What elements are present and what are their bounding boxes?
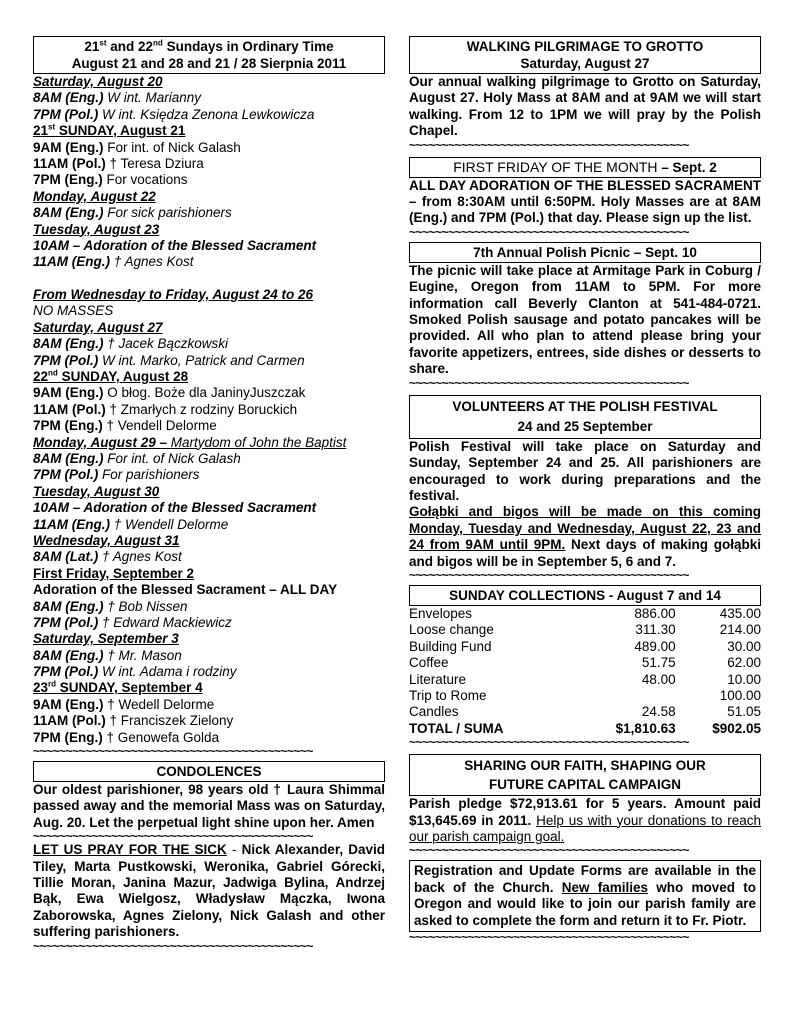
schedule-mass: [33, 615, 385, 631]
schedule-sunday-mass: [33, 730, 385, 746]
condolences-title: CONDOLENCES: [33, 761, 385, 782]
mass-time: 8AM (Eng.): [33, 90, 104, 106]
schedule-day-heading: First Friday, September 2: [33, 565, 195, 581]
schedule-adoration: Adoration of the Blessed Sacrament – ALL DAY: [33, 582, 338, 598]
collection-label: Loose change: [409, 622, 494, 638]
collection-amount: 10.00: [727, 671, 761, 687]
schedule-mass: [33, 205, 385, 221]
collection-amount: 48.00: [641, 671, 676, 687]
schedule-day-heading: Monday, August 22: [33, 188, 156, 204]
schedule-day-heading: Saturday, August 20: [33, 74, 163, 89]
collection-amount: 435.00: [719, 605, 761, 621]
schedule-mass: [33, 549, 385, 565]
volunteers-text: Polish Festival will take place on Saturday and Sunday, September 24 and 25. All parishioners are encouraged to work during preparations and the festival.: [409, 438, 761, 503]
collections-row: [409, 639, 761, 655]
pray-names: Nick Alexander, David Tiley, Marta Pustkowski, Weronika, Gabriel Górecki, Tillie Moran, Janina Mazur, Jadwiga Bylina, Andrzej Bąk, Ewa Wielgosz, Władysław Mączka, Iwona Zaborowska, Agnes Zielony, Nick Galash and other suffering parishioners.: [33, 842, 385, 940]
collection-amount: 24.58: [641, 704, 676, 720]
mass-intention: For sick parishioners: [103, 205, 232, 221]
mass-time: 8AM (Eng.): [33, 205, 104, 221]
schedule-mass: [33, 353, 385, 369]
schedule-mass: [33, 599, 385, 615]
mass-time: 11AM (Eng.): [33, 516, 110, 532]
golabki-text: Gołąbki and bigos will be made on this coming Monday, Tuesday and Wednesday, August 22, 23 and 24 from 9AM until 9PM. Next days of making gołąbki and bigos will be in September 5, 6 and 7.: [409, 504, 761, 569]
schedule-day-heading: Tuesday, August 23: [33, 221, 160, 237]
mass-time: 8AM (Lat.): [33, 549, 99, 565]
schedule-sunday-mass: [33, 156, 385, 172]
schedule-mass: [33, 254, 385, 270]
pray-for-sick: LET US PRAY FOR THE SICK - Nick Alexander, David Tiley, Marta Pustkowski, Weronika, Gabriel Górecki, Tillie Moran, Janina Mazur, Jadwiga Bylina, Andrzej Bąk, Ewa Wielgosz, Władysław Mączka, Iwona Zaborowska, Agnes Zielony, Nick Galash and other suffering parishioners.: [33, 842, 385, 940]
first-friday-title: FIRST FRIDAY OF THE MONTH – Sept. 2: [409, 157, 761, 178]
registration-box: Registration and Update Forms are available in the back of the Church. New families who moved to Oregon and would like to join our parish family are asked to complete the form and return it to Fr. Piotr.: [409, 860, 761, 932]
mass-time: 8AM (Eng.): [33, 336, 104, 352]
schedule-mass: [33, 336, 385, 352]
mass-intention: † Vendell Delorme: [102, 418, 217, 434]
mass-time: 11AM (Pol.): [33, 155, 106, 171]
mass-intention: † Genowefa Golda: [102, 729, 220, 745]
schedule-spacer: [33, 271, 385, 287]
schedule-header-line2: August 21 and 28 and 21 / 28 Sierpnia 2011: [71, 56, 347, 71]
mass-intention: For int. of Nick Galash: [103, 450, 241, 466]
tilde-divider: ~~~~~~~~~~~~~~~~~~~~~~~~~~~~~~~~~~~~~~~~~~~: [33, 940, 313, 952]
mass-time: 9AM (Eng.): [33, 696, 104, 712]
collection-label: TOTAL / SUMA: [409, 720, 504, 736]
volunteers-subtitle: 24 and 25 September: [517, 418, 653, 434]
mass-intention: W int. Marianny: [103, 90, 202, 106]
schedule-mass: [33, 648, 385, 664]
collections-row: [409, 606, 761, 622]
tilde-divider: ~~~~~~~~~~~~~~~~~~~~~~~~~~~~~~~~~~~~~~~~~~~: [409, 377, 689, 389]
volunteers-title: VOLUNTEERS AT THE POLISH FESTIVAL 24 and 25 September: [409, 395, 761, 439]
schedule-sunday-heading: 23rd SUNDAY, September 4: [33, 679, 203, 696]
schedule-day-heading: Monday, August 29 – Martydom of John the Baptist: [33, 434, 347, 450]
collection-amount: [590, 688, 675, 704]
schedule-sunday-mass: [33, 402, 385, 418]
schedule-sunday-mass: [33, 418, 385, 434]
first-friday-text: ALL DAY ADORATION OF THE BLESSED SACRAMENT – from 8:30AM until 6:50PM. Holy Masses are at 8AM (Eng.) and 7PM (Pol.) that day. Please sign up the list.: [409, 177, 761, 226]
collection-label: Candles: [409, 704, 459, 720]
tilde-divider: ~~~~~~~~~~~~~~~~~~~~~~~~~~~~~~~~~~~~~~~~~~~: [33, 746, 313, 758]
schedule-adoration: 10AM – Adoration of the Blessed Sacrament: [33, 237, 317, 253]
mass-schedule: [33, 74, 385, 746]
mass-intention: For vocations: [102, 172, 188, 188]
condolences-text: Our oldest parishioner, 98 years old † Laura Shimmal passed away and the memorial Mass was on Saturday, Aug. 20. Let the perpetual light shine upon her. Amen: [33, 782, 385, 830]
mass-time: 7PM (Eng.): [33, 729, 103, 745]
mass-intention: For parishioners: [98, 467, 200, 483]
pilgrimage-text: Our annual walking pilgrimage to Grotto on Saturday, August 27. Holy Mass at 8AM and at 9AM we will start walking. From 12 to 1PM we will pray by the Polish Chapel.: [409, 74, 761, 139]
schedule-day-heading: From Wednesday to Friday, August 24 to 26: [33, 287, 314, 303]
schedule-day-heading: Saturday, September 3: [33, 631, 179, 647]
mass-intention: W int. Adama i rodziny: [98, 664, 237, 680]
picnic-text: The picnic will take place at Armitage Park in Coburg / Eugine, Oregon from 11AM to 5PM. For more information call Beverly Clanton at 541-484-0721. Smoked Polish sausage and potato pancakes will be provided. All who plan to attend please bring your favorite appetizers, entrees, side dishes or desserts to share.: [409, 262, 761, 377]
tilde-divider: ~~~~~~~~~~~~~~~~~~~~~~~~~~~~~~~~~~~~~~~~~~~: [33, 831, 313, 843]
schedule-mass: [33, 90, 385, 106]
schedule-sunday-mass: [33, 140, 385, 156]
mass-intention: † Jacek Bączkowski: [103, 336, 229, 352]
schedule-sunday-mass: [33, 385, 385, 401]
mass-time: 7PM (Pol.): [33, 467, 99, 483]
schedule-sunday-heading: 21st SUNDAY, August 21: [33, 122, 186, 139]
tilde-divider: ~~~~~~~~~~~~~~~~~~~~~~~~~~~~~~~~~~~~~~~~~~~: [409, 139, 689, 151]
collections-row: [409, 622, 761, 638]
tilde-divider: ~~~~~~~~~~~~~~~~~~~~~~~~~~~~~~~~~~~~~~~~~~~: [409, 569, 689, 581]
tilde-divider: ~~~~~~~~~~~~~~~~~~~~~~~~~~~~~~~~~~~~~~~~~~~: [409, 226, 689, 238]
tilde-divider: ~~~~~~~~~~~~~~~~~~~~~~~~~~~~~~~~~~~~~~~~~~~: [409, 845, 689, 857]
left-column: [33, 36, 385, 952]
collections-row: [409, 672, 761, 688]
schedule-mass: [33, 467, 385, 483]
collection-amount: 30.00: [727, 638, 761, 654]
schedule-mass: [33, 664, 385, 680]
collections-row: [409, 688, 761, 704]
collection-amount: 886.00: [634, 605, 676, 621]
mass-intention: † Mr. Mason: [103, 647, 182, 663]
mass-time: 11AM (Pol.): [33, 401, 106, 417]
collection-label: Building Fund: [409, 638, 492, 654]
collection-amount: 62.00: [727, 655, 761, 671]
mass-intention: † Franciszek Zielony: [105, 713, 234, 729]
mass-intention: † Zmarłych z rodziny Boruckich: [105, 401, 298, 417]
collection-label: Coffee: [409, 655, 449, 671]
collection-amount: $1,810.63: [615, 720, 676, 736]
mass-intention: † Teresa Dziura: [105, 155, 204, 171]
tilde-divider: ~~~~~~~~~~~~~~~~~~~~~~~~~~~~~~~~~~~~~~~~~~~: [409, 932, 689, 944]
schedule-day-heading: Saturday, August 27: [33, 319, 163, 335]
mass-time: 7PM (Pol.): [33, 352, 99, 368]
collection-amount: $902.05: [712, 720, 761, 736]
mass-time: 8AM (Eng.): [33, 450, 104, 466]
schedule-day-heading: Wednesday, August 31: [33, 532, 180, 548]
schedule-note: NO MASSES: [33, 303, 114, 319]
mass-time: 11AM (Pol.): [33, 713, 106, 729]
mass-intention: † Edward Mackiewicz: [98, 614, 232, 630]
mass-time: 7PM (Eng.): [33, 418, 103, 434]
schedule-mass: [33, 107, 385, 123]
mass-time: 7PM (Eng.): [33, 172, 103, 188]
mass-intention: † Wedell Delorme: [103, 696, 215, 712]
mass-intention: W int. Marko, Patrick and Carmen: [98, 352, 305, 368]
collection-amount: 51.75: [641, 655, 676, 671]
collection-amount: 214.00: [719, 622, 761, 638]
mass-time: 9AM (Eng.): [33, 139, 104, 155]
schedule-sunday-mass: [33, 172, 385, 188]
mass-intention: W int. Księdza Zenona Lewkowicza: [98, 106, 315, 122]
collections-title: SUNDAY COLLECTIONS - August 7 and 14: [409, 585, 761, 606]
campaign-text: Parish pledge $72,913.61 for 5 years. Amount paid $13,645.69 in 2011. Help us with your donations to reach our parish campaign goal.: [409, 796, 761, 844]
schedule-sunday-heading: 22nd SUNDAY, August 28: [33, 368, 189, 385]
mass-time: 7PM (Pol.): [33, 664, 99, 680]
pray-label: LET US PRAY FOR THE SICK: [33, 842, 227, 858]
collection-label: Trip to Rome: [409, 687, 487, 703]
schedule-day-heading: Tuesday, August 30: [33, 483, 160, 499]
tilde-divider: ~~~~~~~~~~~~~~~~~~~~~~~~~~~~~~~~~~~~~~~~~~~: [409, 737, 689, 749]
mass-time: 7PM (Pol.): [33, 614, 99, 630]
collection-label: Envelopes: [409, 605, 473, 621]
mass-intention: † Wendell Delorme: [110, 516, 229, 532]
mass-intention: † Agnes Kost: [110, 254, 194, 270]
campaign-link[interactable]: Help us with your donations to reach our parish campaign goal.: [409, 812, 761, 844]
mass-intention: For int. of Nick Galash: [103, 139, 241, 155]
collection-amount: 100.00: [719, 687, 761, 703]
schedule-adoration: 10AM – Adoration of the Blessed Sacrament: [33, 500, 317, 516]
schedule-mass: [33, 517, 385, 533]
mass-intention: † Bob Nissen: [103, 598, 188, 614]
mass-time: 11AM (Eng.): [33, 254, 110, 270]
schedule-header: [33, 36, 385, 74]
mass-time: 8AM (Eng.): [33, 647, 104, 663]
collection-amount: 489.00: [634, 638, 676, 654]
mass-intention: O błog. Boże dla JaninyJuszczak: [103, 385, 306, 401]
schedule-header-line1: 21st and 22nd Sundays in Ordinary Time: [84, 38, 334, 54]
mass-time: 8AM (Eng.): [33, 598, 104, 614]
collection-label: Literature: [409, 671, 467, 687]
collections-total-row: [409, 721, 761, 737]
collection-amount: 311.30: [635, 622, 676, 638]
right-column: [409, 36, 761, 943]
collections-row: [409, 655, 761, 671]
collection-amount: 51.05: [727, 704, 761, 720]
schedule-sunday-mass: [33, 697, 385, 713]
collections-table: [409, 606, 761, 737]
schedule-mass: [33, 451, 385, 467]
pilgrimage-title: WALKING PILGRIMAGE TO GROTTO Saturday, August 27: [409, 36, 761, 74]
mass-time: 7PM (Pol.): [33, 106, 99, 122]
collections-row: [409, 704, 761, 720]
campaign-title: SHARING OUR FAITH, SHAPING OUR FUTURE CAPITAL CAMPAIGN: [409, 754, 761, 796]
picnic-title: 7th Annual Polish Picnic – Sept. 10: [409, 242, 761, 263]
schedule-sunday-mass: [33, 713, 385, 729]
pilgrimage-subtitle: Saturday, August 27: [520, 56, 650, 71]
mass-time: 9AM (Eng.): [33, 385, 104, 401]
mass-intention: † Agnes Kost: [98, 549, 182, 565]
